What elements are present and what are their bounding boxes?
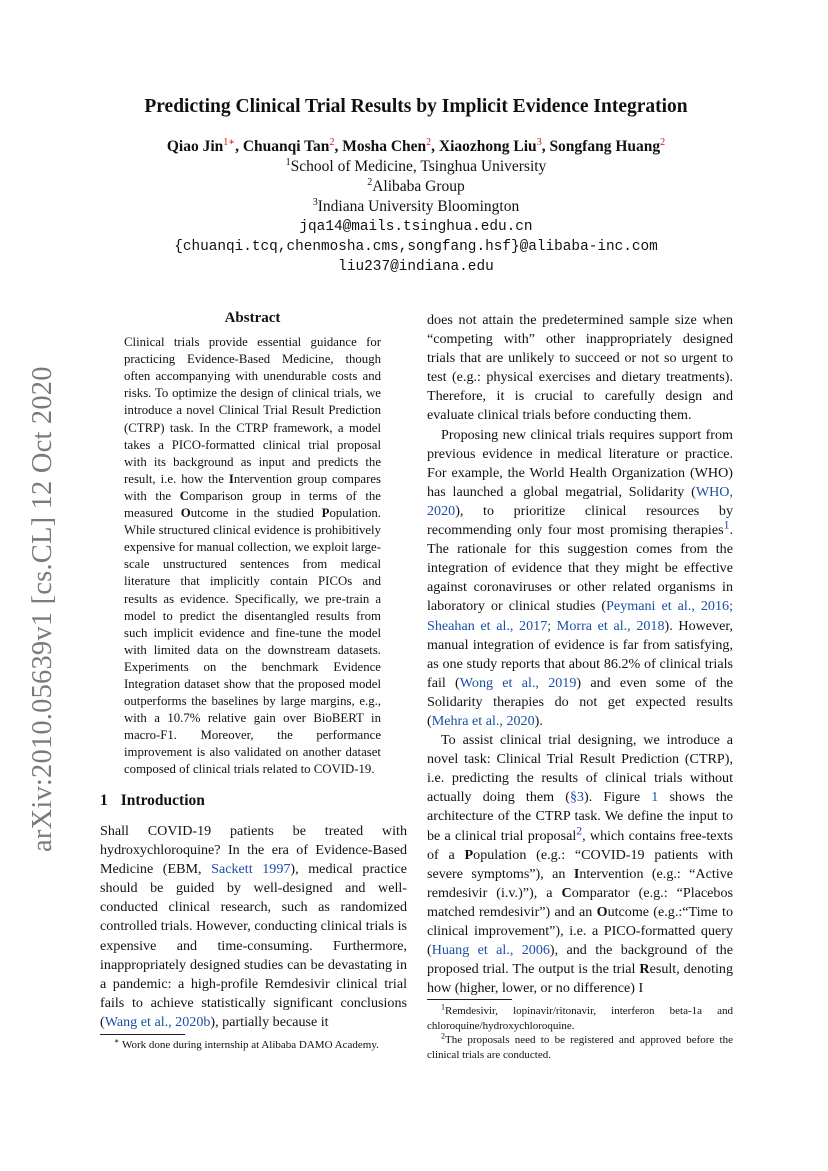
text-run: ), medical practice should be guided by well-designed and well-conducted clinical research, such as randomized controlled trials. However, conducting clinical trials is expensive and time-consuming. Furthermore, inappropriately designed studies can be devastating in a pandemic: a high-profile Remdesivir clinical trial fails to achieve statistically significant conclusions (	[100, 861, 408, 1030]
bold-letter: C	[561, 884, 572, 901]
text-run: . The rationale for this suggestion comes from the integration of evidence that they might be effective against coronaviruses or other related organisms in laboratory or clinical studies (	[427, 522, 733, 615]
citation-link[interactable]: Sackett 1997	[211, 861, 291, 878]
footnote-ref[interactable]: ∗	[228, 136, 236, 148]
affiliation-mark: 3	[312, 196, 318, 208]
text-run: esult, denoting how (higher, lower, or no difference) I	[427, 961, 733, 997]
arxiv-identifier: arXiv:2010.05639v1 [cs.CL] 12 Oct 2020	[27, 366, 58, 852]
footnote-divider	[427, 999, 512, 1000]
intro-paragraph	[427, 311, 733, 426]
text-run: Shall COVID-19 patients be treated with hydroxychloroquine? In the era of Evidence-Based Medicine (EBM,	[100, 823, 407, 878]
text-run: opulation. While structured clinical evidence is prohibitively expensive for manual collection, we exploit large-scale unstructured sentences from medical literature that implicitly contain PICOs and results as evidence. Specifically, we pre-train a model to predict the disentangled results from such implicit evidence and fine-tune the model with limited data on the downstream datasets. Experiments on the benchmark Evidence Integration dataset show that the proposed model outperforms the baselines by large margins, e.g., with a 10.7% relative gain over BioBERT in macro-F1. Moreover, the performance improvement is also validated on another dataset composed of clinical trials related to COVID-19.	[124, 506, 381, 777]
footnote-text: Work done during internship at Alibaba DAMO Academy.	[122, 1039, 379, 1051]
bold-letter: P	[321, 506, 330, 521]
author-name: Qiao Jin	[166, 138, 224, 155]
text-run: ).	[534, 712, 543, 729]
footnote-left	[100, 1038, 407, 1053]
text-run: To assist clinical trial designing, we introduce a novel task: Clinical Trial Result Prediction (CTRP), i.e. predicting the results of clinical trials without actually doing them (	[427, 732, 733, 806]
affiliation-mark: 2	[660, 136, 666, 148]
footnote-text: The proposals need to be registered and approved before the clinical trials are conducted.	[427, 1034, 733, 1061]
citation-link[interactable]: Peymani et al., 2016; Sheahan et al., 2017; Morra et al., 2018	[427, 598, 733, 634]
bold-letter: R	[639, 961, 650, 978]
text-run: ), and the background of the proposed trial. The output is the trial	[427, 942, 733, 978]
bold-letter: I	[228, 471, 234, 486]
footnote-ref[interactable]: 2	[576, 823, 583, 837]
text-run: ). However, manual integration of evidence is far from satisfying, as one study reports that about 86.2% of clinical trials fail (	[427, 617, 734, 691]
abstract-heading: Abstract	[224, 310, 281, 326]
intro-paragraph	[100, 822, 407, 1032]
email-address: jqa14@mails.tsinghua.edu.cn	[299, 219, 533, 235]
text-run: shows the architecture of the CTRP task. We define the input to be a clinical trial proposal	[427, 789, 734, 844]
affiliations	[100, 157, 732, 217]
text-run: ), partially because it	[210, 1013, 329, 1030]
paper-title: Predicting Clinical Trial Results by Implicit Evidence Integration	[144, 96, 688, 117]
affiliation-text: Indiana University Bloomington	[317, 198, 520, 215]
author-name: Xiaozhong Liu	[438, 138, 537, 155]
separator: ,	[334, 138, 343, 155]
affiliation-line	[100, 157, 732, 177]
text-run: ntervention (e.g.: “Active remdesivir (i.v.)”), a	[427, 865, 734, 901]
text-run: ntervention group compares with the	[124, 471, 381, 503]
text-run: utcome (e.g.:“Time to clinical improvement”), i.e. a PICO-formatted query (	[427, 903, 733, 959]
section-number: 1	[100, 792, 108, 809]
affiliation-line	[100, 197, 732, 217]
bold-letter: I	[573, 865, 580, 882]
citation-link[interactable]: Mehra et al., 2020	[431, 712, 535, 729]
footnote-mark: ∗	[114, 1036, 120, 1046]
separator: ,	[431, 138, 439, 155]
email-list	[100, 217, 732, 277]
author-name: Chuanqi Tan	[242, 138, 330, 155]
citation-link[interactable]: 1	[651, 789, 659, 806]
footnote-mark: 2	[441, 1031, 445, 1041]
text-run: ). Figure	[584, 789, 652, 806]
footnote-item	[427, 1004, 733, 1033]
citation-link[interactable]: Huang et al., 2006	[431, 942, 550, 959]
bold-letter: O	[596, 903, 608, 920]
citation-link[interactable]: Wong et al., 2019	[459, 674, 577, 691]
text-run: does not attain the predetermined sample size when “competing with” other inappropriately designed trials that are unlikely to succeed or not so urgent to test (e.g.: physical exercises and dietary treatments). Therefore, it is crucial to carefully design and evaluate clinical trials before conducting them.	[427, 312, 733, 424]
affiliation-mark: 2	[426, 136, 432, 148]
text-run: Proposing new clinical trials requires support from previous evidence in medical literature or practice. For example, the World Health Organization (WHO) has launched a global megatrial, Solidarity (	[427, 426, 733, 500]
affiliation-mark: 1	[285, 156, 291, 168]
affiliation-mark: 2	[329, 136, 335, 148]
bold-letter: O	[180, 506, 191, 521]
abstract-body	[124, 334, 381, 778]
author-block	[100, 137, 732, 277]
author-names	[100, 137, 732, 157]
section-heading	[100, 792, 205, 810]
text-run: Clinical trials provide essential guidance for practicing Evidence-Based Medicine, though often accompanying with unendurable costs and risks. To optimize the design of clinical trials, we introduce a novel Clinical Trial Result Prediction (CTRP) task. In the CTRP framework, a model takes a PICO-formatted clinical trial proposal with its background as input and predicts the result, i.e. how the	[124, 335, 381, 486]
email-address: liu237@indiana.edu	[338, 259, 494, 275]
affiliation-text: Alibaba Group	[372, 178, 465, 195]
text-run: ) and even some of the Solidarity therapies do not get expected results (	[427, 674, 734, 729]
intro-right-column	[427, 311, 733, 998]
intro-paragraph	[427, 731, 733, 998]
citation-link[interactable]: WHO, 2020	[427, 483, 733, 519]
citation-link[interactable]: §3	[569, 789, 585, 806]
separator: ,	[235, 138, 243, 155]
affiliation-mark: 2	[367, 176, 373, 188]
text-run: , which contains free-texts of a	[427, 827, 733, 863]
text-run: omparator (e.g.: “Placebos matched remdesivir”) and an	[427, 884, 733, 920]
text-run: omparison group in terms of the measured	[124, 488, 381, 521]
text-run: utcome in the studied	[190, 506, 322, 521]
author-name: Songfang Huang	[549, 138, 661, 155]
author-name: Mosha Chen	[342, 138, 427, 155]
email-address: {chuanqi.tcq,chenmosha.cms,songfang.hsf}@alibaba-inc.com	[174, 239, 658, 255]
footnote-divider	[100, 1034, 185, 1035]
footnote-mark: 1	[441, 1002, 445, 1012]
affiliation-mark: 3	[536, 136, 542, 148]
text-run: opulation (e.g.: “COVID-19 patients with severe symptoms”), an	[427, 846, 733, 882]
abstract-section	[124, 310, 381, 779]
footnote-item	[427, 1033, 733, 1062]
separator: ,	[541, 138, 550, 155]
footnote-ref[interactable]: 1	[723, 518, 730, 532]
section-title: Introduction	[120, 792, 205, 809]
text-run: ), to prioritize clinical resources by recommending only four most promising therapies	[427, 502, 733, 539]
bold-letter: P	[464, 846, 474, 863]
footnotes-right	[427, 1004, 733, 1062]
citation-link[interactable]: Wang et al., 2020b	[104, 1013, 211, 1030]
affiliation-line	[100, 177, 732, 197]
intro-left-column	[100, 822, 407, 1032]
affiliation-mark: 1	[223, 136, 229, 148]
footnote-text: Remdesivir, lopinavir/ritonavir, interferon beta-1a and chloroquine/hydroxychloroquine.	[427, 1005, 733, 1032]
intro-paragraph	[427, 426, 733, 732]
affiliation-text: School of Medicine, Tsinghua University	[290, 158, 547, 175]
bold-letter: C	[179, 488, 190, 503]
